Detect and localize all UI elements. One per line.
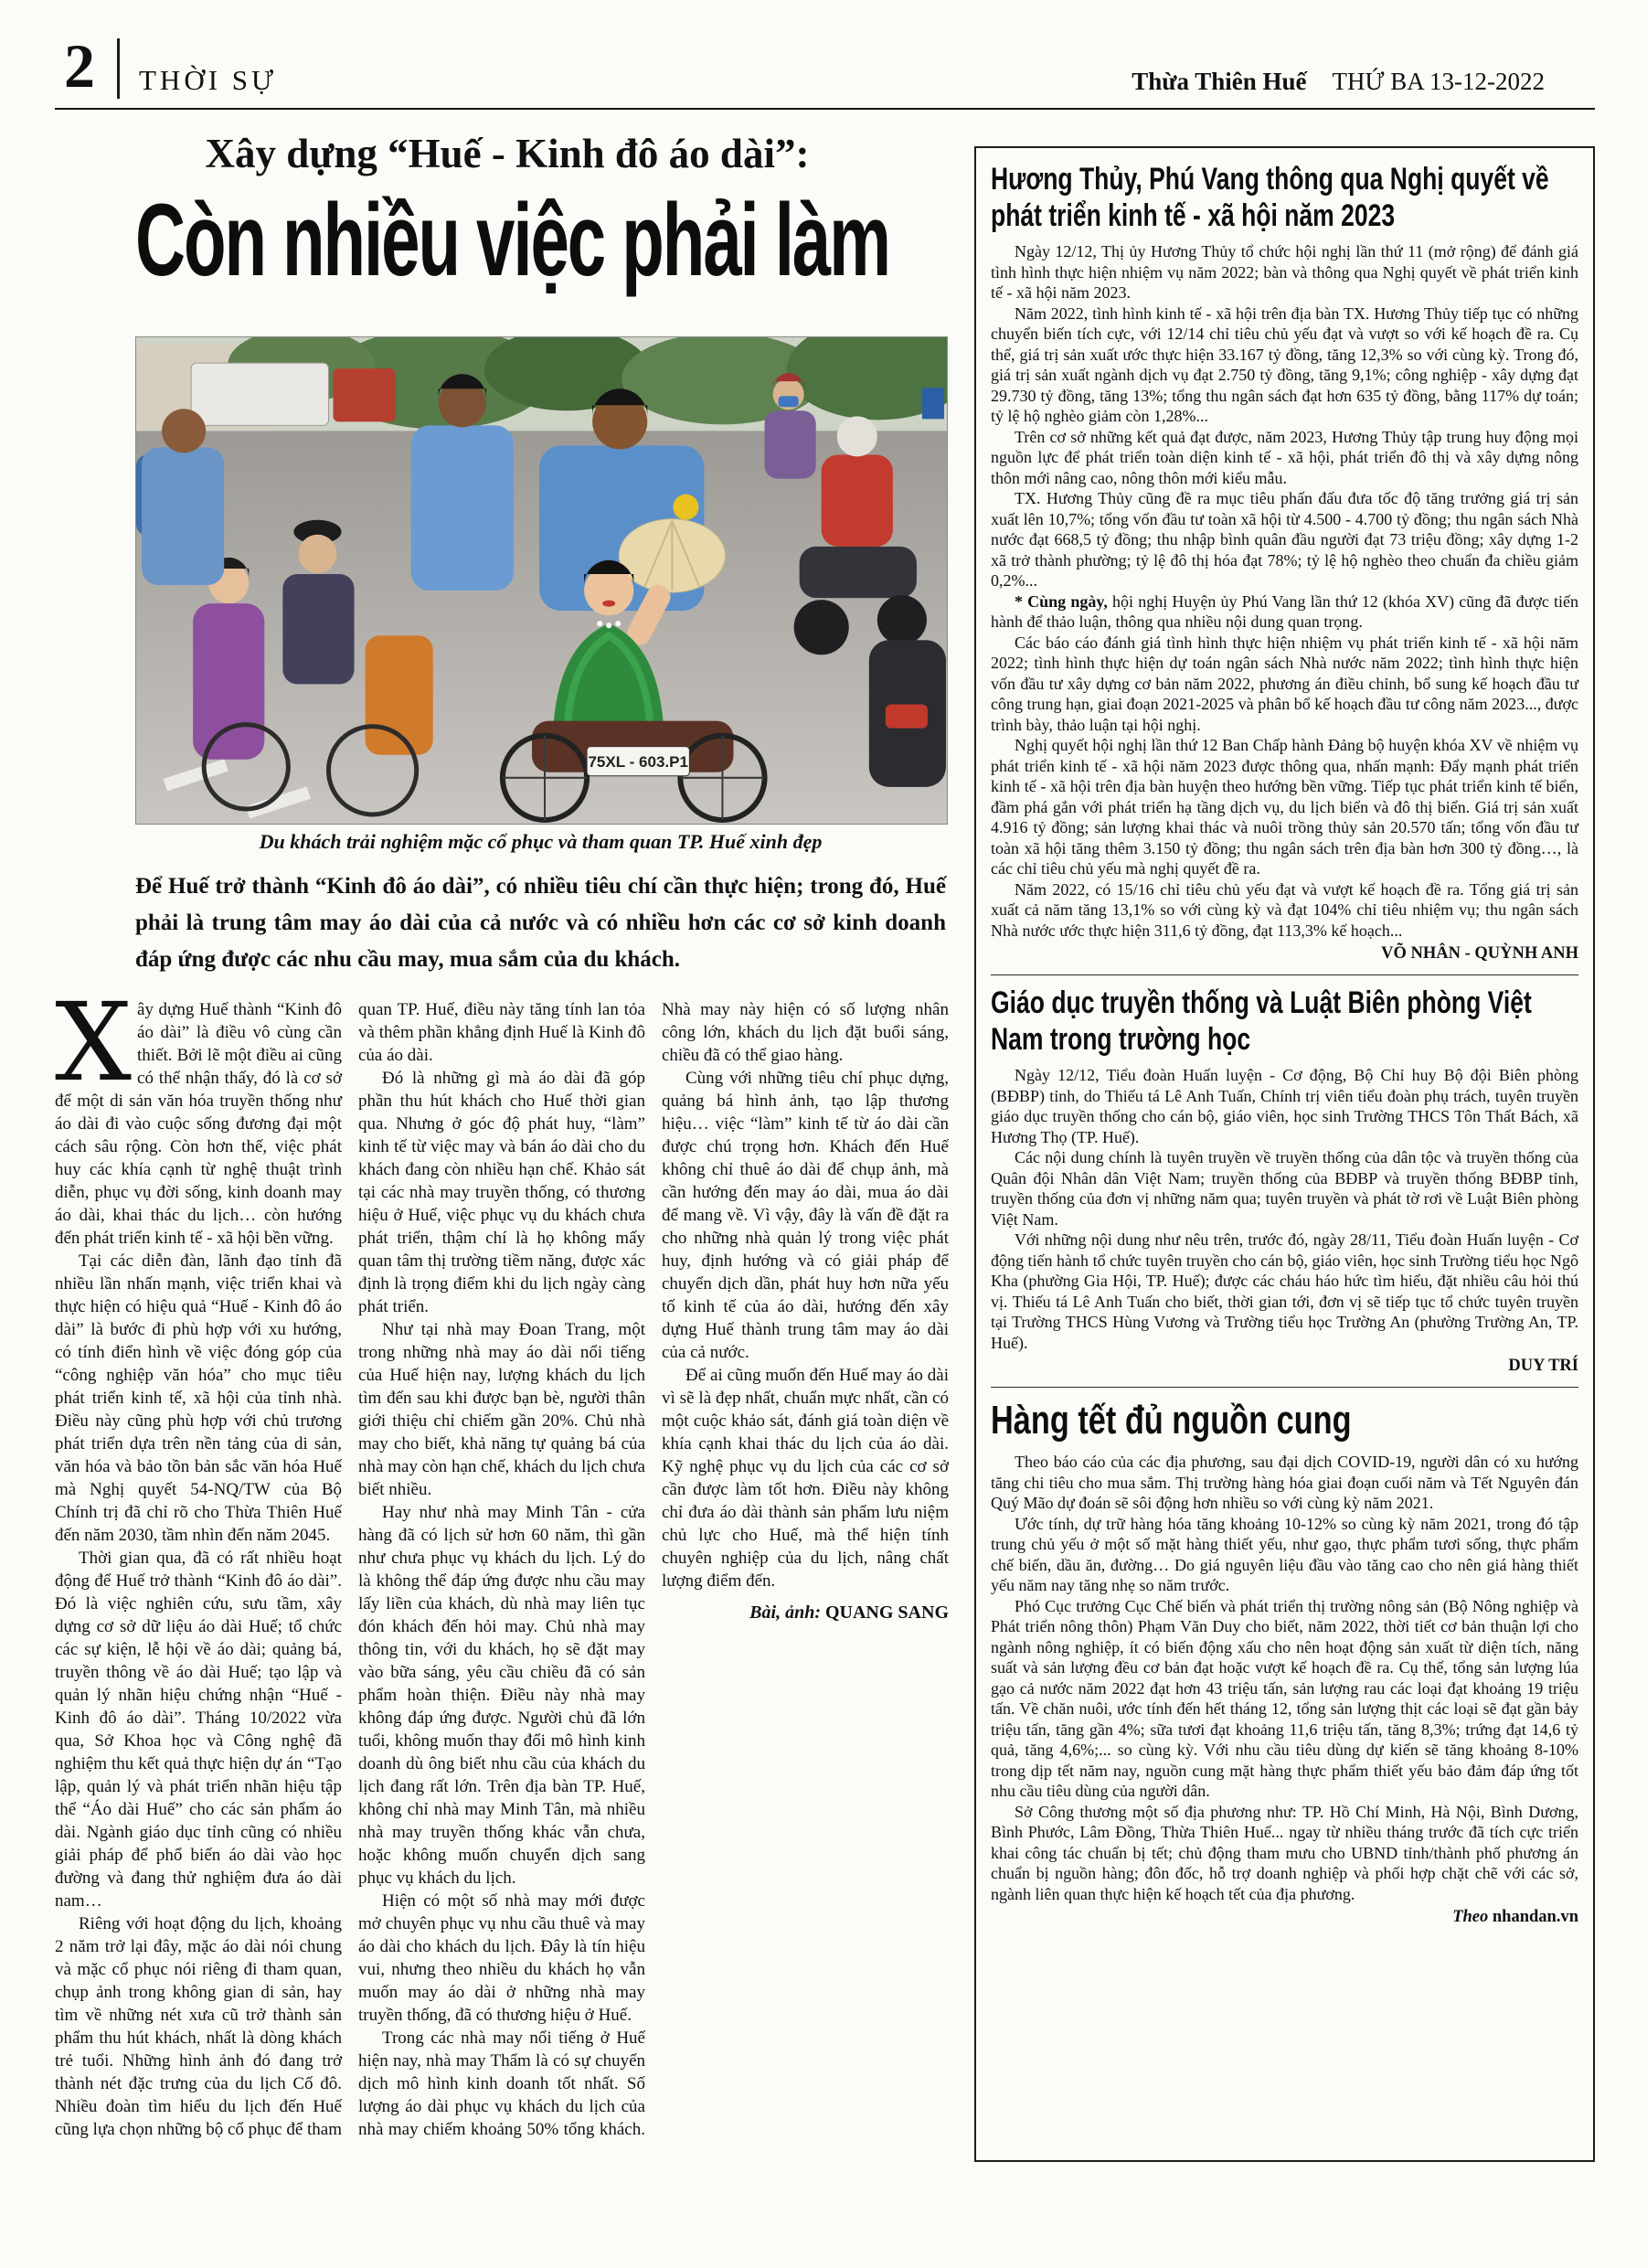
- main-article: [55, 117, 960, 2157]
- headline-wrap: [55, 183, 960, 316]
- sidebar-paragraph: Với những nội dung như nêu trên, trước đó, ngày 28/11, Tiểu đoàn Huấn luyện - Cơ động tiến hành tổ chức tuyên truyền cho cán bộ, giáo viên, học sinh Trường tiểu học Ngô Kha (phường Gia Hội, TP. Huế); được các cháu háo hức tìm hiểu, đặt nhiều câu hỏi thú vị. Thiếu tá Lê Anh Tuấn cho biết, thời gian tới, đơn vị sẽ tiếp tục tổ chức tuyên truyền tại Trường THCS Hùng Vương và Trường tiểu học Trường An (phường Trường An, TP. Huế).: [991, 1230, 1578, 1352]
- sidebar-paragraph: Trên cơ sở những kết quả đạt được, năm 2023, Hương Thủy tập trung huy động mọi nguồn lực để phát triển toàn diện kinh tế - xã hội, phát triển đô thị và xây dựng nông thôn mới nâng cao, nông thôn mới kiểu mẫu.: [991, 427, 1578, 487]
- license-plate-text: 75XL - 603.P1: [588, 752, 689, 771]
- article-body: [55, 998, 949, 2157]
- issue-date: THỨ BA 13-12-2022: [1332, 68, 1545, 95]
- sidebar-paragraph: Ước tính, dự trữ hàng hóa tăng khoảng 10-12% so cùng kỳ năm 2021, trong đó tập trung chủ yếu ở một số mặt hàng thiết yếu, như gạo, thực phẩm tươi sống, thực phẩm chế biến, dầu ăn, đường… Do giá nguyên liệu đầu vào tăng cao cho nên giá hàng thiết yếu năm nay tăng nhẹ so năm trước.: [991, 1514, 1578, 1594]
- body-paragraph: Đó là những gì mà áo dài đã góp phần thu hút khách cho Huế thời gian qua. Nhưng ở góc độ phát huy, “làm” kinh tế từ việc may và bán áo dài cho du khách đang còn nhiều hạn chế. Khảo sát tại các nhà may truyền thống, có thương hiệu ở Huế, việc phục vụ du khách chưa phát triển, thậm chí là họ không mấy quan tâm thị trường tiềm năng, được xác định là trọng điểm khi du lịch ngày càng phát triển.: [358, 1069, 645, 1316]
- photo-rider-red: [822, 454, 893, 546]
- sidebar-paragraph-highlight: * Cùng ngày, hội nghị Huyện ủy Phú Vang lần thứ 12 (khóa XV) cũng đã được tiến hành để thảo luận, thông qua nhiều nội dung quan trọng.: [991, 591, 1578, 631]
- sidebar-separator: [991, 974, 1578, 975]
- sidebar-byline: VÕ NHÂN - QUỲNH ANH: [1381, 944, 1578, 963]
- sidebar-byline: Theo nhandan.vn: [1452, 1908, 1578, 1926]
- article-byline: Bài, ảnh: QUANG SANG: [749, 1603, 949, 1623]
- sidebar-paragraph: Ngày 12/12, Tiểu đoàn Huấn luyện - Cơ động, Bộ Chỉ huy Bộ đội Biên phòng (BĐBP) tỉnh, do Thiếu tá Lê Anh Tuấn, Chính trị viên tiểu đoàn phụ trách, tuyên truyền giáo dục truyền thống cho cán bộ, giáo viên, học sinh Trường THCS Tôn Thất Bách, xã Hương Thọ (TP. Huế).: [991, 1066, 1578, 1146]
- header-rule: [55, 108, 1595, 110]
- sidebar-headline: Hàng tết đủ nguồn cung: [991, 1398, 1352, 1443]
- sidebar-article-bien-phong: [991, 985, 1578, 1376]
- sidebar-paragraph: Ngày 12/12, Thị ủy Hương Thủy tổ chức hội nghị lần thứ 11 (mở rộng) để đánh giá tình hình thực hiện nhiệm vụ năm 2022; bàn và thông qua Nghị quyết về phát triển kinh tế - xã hội năm 2023.: [991, 242, 1578, 302]
- sidebar-news-box: [974, 146, 1595, 2162]
- sidebar-paragraph: Theo báo cáo của các địa phương, sau đại dịch COVID-19, người dân có xu hướng tăng chi tiêu cho mua sắm. Thị trường hàng hóa giai đoạn cuối năm và Tết Nguyên đán Quý Mão dự đoán sẽ sôi động hơn nhiều so với cùng kỳ năm 2021.: [991, 1453, 1578, 1512]
- article-kicker: Xây dựng “Huế - Kinh đô áo dài”:: [205, 131, 810, 176]
- article-photo: [135, 336, 948, 825]
- article-headline: Còn nhiều việc phải làm: [135, 183, 889, 297]
- sidebar-paragraph: Năm 2022, có 15/16 chỉ tiêu chủ yếu đạt và vượt kế hoạch đề ra. Tổng giá trị sản xuất cả năm tăng 13,1% so với cùng kỳ và đạt 104% chỉ tiêu nhiệm vụ; thu ngân sách Nhà nước ước thực hiện 311,6 tỷ đồng, đạt 113,3% kế hoạch...: [991, 879, 1578, 940]
- section-title: THỜI SỰ: [139, 64, 278, 96]
- photo-motorbike: [800, 547, 917, 598]
- sidebar-article-body: [991, 241, 1578, 941]
- body-paragraph: Trong các nhà may nổi tiếng ở Huế hiện nay, nhà may Thẩm là có sự chuyển dịch mô hình kinh doanh tốt nhất. Số lượng áo dài phục vụ khách du lịch của nhà may chiếm khoảng 50% tổng khách. Nhà may này hiện có số lượng nhân công lớn, khách du lịch đặt buổi sáng, chiều đã có thể giao hàng.: [358, 1000, 949, 2139]
- photo-driver-mid: [411, 425, 514, 591]
- sidebar-article-huong-thuy: [991, 161, 1578, 964]
- header-divider: [117, 38, 120, 99]
- photo-woman-purple: [193, 603, 264, 760]
- body-paragraph: Cùng với những tiêu chí phục dựng, quảng bá hình ảnh, tạo lập thương hiệu… việc “làm” kinh tế từ áo dài cần được chú trọng hơn. Khách đến Huế không chỉ thuê áo dài để chụp ảnh, mà cần hướng đến may áo dài, mua áo dài để mang về. Vì vậy, đây là vấn đề đặt ra cho những nhà quản lý trong việc phát huy, định hướng và có giải pháp để chuyển dịch dần, phát huy hơn nữa yếu tố kinh tế của áo dài, hướng đến xây dựng Huế thành trung tâm may áo dài của cả nước.: [662, 1069, 949, 1362]
- page-number: 2: [64, 31, 95, 101]
- sidebar-article-body: [991, 1452, 1578, 1904]
- sidebar-headline: Hương Thủy, Phú Vang thông qua Nghị quyết về phát triển kinh tế - xã hội năm 2023: [991, 162, 1549, 233]
- body-paragraph: Xây dựng Huế thành “Kinh đô áo dài” là điều vô cùng cần thiết. Bởi lẽ một điều ai cũng có thể nhận thấy, đó là cơ sở để một di sản văn hóa truyền thống như áo dài đi vào cuộc sống đương đại một cách sâu rộng. Còn hơn thế, việc phát huy các khía cạnh từ nghệ thuật trình diễn, phục vụ đời sống, kinh doanh may áo dài, khai thác du lịch… còn hướng đến phát triển kinh tế - xã hội bền vững.: [55, 998, 342, 1248]
- sidebar-paragraph: Sở Công thương một số địa phương như: TP. Hồ Chí Minh, Hà Nội, Bình Dương, Bình Phước, Lâm Đồng, Thừa Thiên Huế... ngay từ nhiều tháng trước đã tích cực triển khai công tác chuẩn bị tết; chủ động tham mưu cho UBND tỉnh/thành phố phương án chuẩn bị nguồn hàng; đôn đốc, hỗ trợ doanh nghiệp và phối hợp chặt chẽ với các sở, ngành liên quan thực hiện kế hoạch tết của địa phương.: [991, 1802, 1578, 1903]
- body-paragraph: Như tại nhà may Đoan Trang, một trong những nhà may áo dài nổi tiếng của Huế hiện nay, lượng khách du lịch tìm đến sau khi được bạn bè, người thân giới thiệu chỉ chiếm gần 20%. Chủ nhà may cho biết, khả năng tự quảng bá của nhà may còn hạn chế, khách du lịch chưa biết nhiều.: [358, 1320, 645, 1499]
- sidebar-paragraph: TX. Hương Thủy cũng đề ra mục tiêu phấn đấu đưa tốc độ tăng trưởng giá trị sản xuất lên 10,7%; tổng vốn đầu tư toàn xã hội từ 4.500 - 4.700 tỷ đồng; thu ngân sách Nhà nước đạt 668,5 tỷ đồng; thu nhập bình quân đầu người đạt 73 triệu đồng; xây dựng 1-2 xã trở thành phường; tỷ lệ đô thị hóa đạt 78%; tỷ lệ hộ nghèo theo chuẩn đa chiều giảm 0,2%...: [991, 489, 1578, 590]
- photo-driver-left: [142, 447, 224, 585]
- sidebar-headline: Giáo dục truyền thống và Luật Biên phòng Việt Nam trong trường học: [991, 985, 1532, 1057]
- photo-road-sign: [922, 388, 944, 419]
- sidebar-article-hang-tet: [991, 1397, 1578, 1927]
- header-right: [1132, 68, 1545, 96]
- body-paragraph: Thời gian qua, đã có rất nhiều hoạt động để Huế trở thành “Kinh đô áo dài”. Đó là việc nghiên cứu, sưu tầm, xây dựng cơ sở dữ liệu áo dài Huế; tổ chức các sự kiện, lễ hội về áo dài; quảng bá, truyền thông về áo dài Huế; tạo lập và quản lý nhãn hiệu chứng nhận “Huế - Kinh đô áo dài”. Tháng 10/2022 vừa qua, Sở Khoa học và Công nghệ đã nghiệm thu kết quả thực hiện dự án “Tạo lập, quản lý và phát triển nhãn hiệu tập thể “Áo dài Huế” cho các sản phẩm áo dài. Ngành giáo dục tỉnh cũng có nhiều giải pháp để phổ biến áo dài vào học đường và đang thử nghiệm đưa áo dài nam…: [55, 1549, 342, 1911]
- photo-caption: Du khách trải nghiệm mặc cổ phục và tham quan TP. Huế xinh đẹp: [259, 830, 823, 853]
- article-lead: Để Huế trở thành “Kinh đô áo dài”, có nhiều tiêu chí cần thực hiện; trong đó, Huế phải là trung tâm may áo dài của cả nước và có nhiều hơn các cơ sở kinh doanh đáp ứng được các nhu cầu may, mua sắm của du khách.: [135, 874, 946, 972]
- photo-truck-red: [333, 368, 395, 421]
- body-paragraph: Để ai cũng muốn đến Huế may áo dài vì sẽ là đẹp nhất, chuẩn mực nhất, cần có một cuộc khảo sát, đánh giá toàn diện về khía cạnh khai thác du lịch của áo dài. Kỹ nghệ phục vụ du lịch của các cơ sở cần được làm tốt hơn. Điều này không chỉ đưa áo dài thành sản phẩm lưu niệm chủ lực cho Huế, mà thể hiện tính chuyên nghiệp của du lịch, nâng chất lượng điểm đến.: [662, 1366, 949, 1591]
- sidebar-paragraph: Nghị quyết hội nghị lần thứ 12 Ban Chấp hành Đảng bộ huyện khóa XV về nhiệm vụ phát triển kinh tế - xã hội năm 2023 được thông qua, nhấn mạnh: Đẩy mạnh phát triển kinh tế - xã hội trên địa bàn huyện theo hướng bền vững. Tiếp tục phát triển kinh tế biển, đầm phá gắn với phát triển hạ tầng dịch vụ, du lịch biển và đô thị biển. Giá trị sản xuất 4.916 tỷ đồng; sản lượng khai thác và nuôi trồng thủy sản 20.570 tấn; tổng vốn đầu tư toàn xã hội tăng thêm 3.150 tỷ đồng; thu ngân sách trên địa bàn hơn 300 tỷ đồng…, là các chỉ tiêu chủ yếu mà nghị quyết đề ra.: [991, 736, 1578, 878]
- photo-logo-badge: [673, 495, 698, 520]
- sidebar-paragraph: Năm 2022, tình hình kinh tế - xã hội trên địa bàn TX. Hương Thủy tiếp tục có những chuyển biến tích cực, với 12/14 chỉ tiêu chủ yếu đạt và vượt so với kế hoạch đề ra. Cụ thể, giá trị sản xuất ước thực hiện 33.167 tỷ đồng, tăng 12,3% so với cùng kỳ. Trong đó, giá trị sản xuất ngành dịch vụ đạt 2.750 tỷ đồng, tăng 9,1%; công nghiệp - xây dựng đạt 29.730 tỷ đồng, tăng 13%; tổng thu ngân sách đạt hơn 635 tỷ đồng, bằng 117% dự toán; tỷ lệ hộ nghèo giảm còn 1,28%...: [991, 303, 1578, 425]
- sidebar-paragraph: Phó Cục trưởng Cục Chế biến và phát triển thị trường nông sản (Bộ Nông nghiệp và Phát triển nông thôn) Phạm Văn Duy cho biết, năm 2022, thời tiết cơ bản thuận lợi cho ngành nông nghiệp, ít có biến động xấu cho nên hoạt động sản xuất từ diện tích, năng suất và sản lượng đều cơ bản đạt hoặc vượt kế hoạch đề ra. Cụ thể, tổng sản lượng lúa gạo cả nước năm 2022 đạt hơn 43 triệu tấn, sản lượng rau các loại đạt khoảng 19 triệu tấn. Về chăn nuôi, ước tính đến hết tháng 12, tổng sản lượng thịt các loại sẽ đạt gần bảy triệu tấn, tăng gần 4%; sữa tươi đạt khoảng 11,6 triệu tấn, tăng 8,3%; trứng đạt 14,6 tỷ quả, tăng 4,6%;... so cùng kỳ. Với nhu cầu tiêu dùng dự kiến sẽ tăng khoảng 8-10% trong dịp tết năm nay, nguồn cung mặt hàng thực phẩm thiết yếu bảo đảm đáp ứng tốt nhu cầu tiêu dùng của người dân.: [991, 1596, 1578, 1800]
- body-paragraph: Riêng với hoạt động du lịch, khoảng 2 năm trở lại đây, mặc áo dài nói chung và mặc cổ phục nói riêng đi tham quan, chụp ảnh trong không gian di sản, hay tìm về những nét xưa cũ trở thành sản phẩm thu hút khách, nhất là dòng khách trẻ tuổi. Những hình ảnh đó đang trở thành nét đặc trưng của du lịch Cố đô. Nhiều đoàn tìm hiểu du lịch đến Huế cũng lựa chọn những bộ cổ phục để tham quan TP. Huế, điều này tăng tính lan tỏa và thêm phần khẳng định Huế là Kinh đô của áo dài.: [55, 1000, 645, 2139]
- sidebar-byline: DUY TRÍ: [1508, 1357, 1578, 1375]
- sidebar-article-body: [991, 1065, 1578, 1353]
- sidebar-paragraph: Các nội dung chính là tuyên truyền về truyền thống của dân tộc và truyền thống của Quân đội Nhân dân Việt Nam; truyền thống của BĐBP và truyền thống BĐBP tỉnh, truyền thống của đơn vị những năm qua; tuyên truyền và phát tờ rơi về Luật Biên phòng Việt Nam.: [991, 1148, 1578, 1229]
- sidebar-separator: [991, 1387, 1578, 1388]
- photo-truck-white: [191, 363, 328, 425]
- drop-cap: X: [55, 998, 133, 1105]
- masthead: Thừa Thiên Huế: [1132, 68, 1307, 95]
- body-paragraph: Tại các diễn đàn, lãnh đạo tỉnh đã nhiều lần nhấn mạnh, việc triển khai và thực hiện có hiệu quả “Huế - Kinh đô áo dài” là bước đi phù hợp với xu hướng, có tính điển hình về việc đóng góp của “công nghiệp văn hóa” cho mục tiêu phát triển kinh tế, xã hội của tỉnh nhà. Điều này cũng phù hợp với chủ trương phát triển dựa trên nền tảng của di sản, văn hóa và bảo tồn bản sắc văn hóa Huế mà Nghị quyết 54-NQ/TW của Bộ Chính trị đã chỉ rõ cho Thừa Thiên Huế đến năm 2030, tầm nhìn đến năm 2045.: [55, 1251, 342, 1545]
- sidebar-paragraph: Các báo cáo đánh giá tình hình thực hiện nhiệm vụ phát triển kinh tế - xã hội năm 2022; tình hình thực hiện dự toán ngân sách Nhà nước năm 2022; tình hình thực hiện vốn đầu tư xây dựng cơ bản năm 2022, phương án điều chỉnh, bổ sung kế hoạch đầu tư công trung hạn, giai đoạn 2021-2025 và phân bổ kế hoạch đầu tư công năm 2023..., được trình bày, thảo luận tại hội nghị.: [991, 633, 1578, 734]
- body-paragraph: Hiện có một số nhà may mới được mở chuyên phục vụ nhu cầu thuê và may áo dài cho khách du lịch. Đây là tín hiệu vui, nhưng theo nhiều du khách họ vẫn muốn may áo dài ở những nhà may truyền thống, đã có thương hiệu ở Huế.: [358, 1891, 645, 2025]
- page-header: [55, 27, 1595, 106]
- body-paragraph: Hay như nhà may Minh Tân - cửa hàng đã có lịch sử hơn 60 năm, thì gần như chưa phục vụ khách du lịch. Lý do là không thể đáp ứng được nhu cầu may lấy liền của khách, dù nhà may liên tục đón khách đến hỏi may. Chủ nhà may thông tin, với du khách, họ sẽ đặt may vào bữa sáng, yêu cầu chiều đã có sản phẩm hoàn thiện. Điều này nhà may không đáp ứng được. Người chủ đã lớn tuổi, không muốn thay đổi mô hình kinh doanh dù ông biết nhu cầu của khách du lịch đang rất lớn. Trên địa bàn TP. Huế, không chỉ nhà may Minh Tân, mà nhiều nhà may truyền thống khác vẫn chưa, hoặc không muốn chuyển dịch sang phục vụ khách du lịch.: [358, 1503, 645, 1888]
- photo-old-man: [298, 535, 336, 573]
